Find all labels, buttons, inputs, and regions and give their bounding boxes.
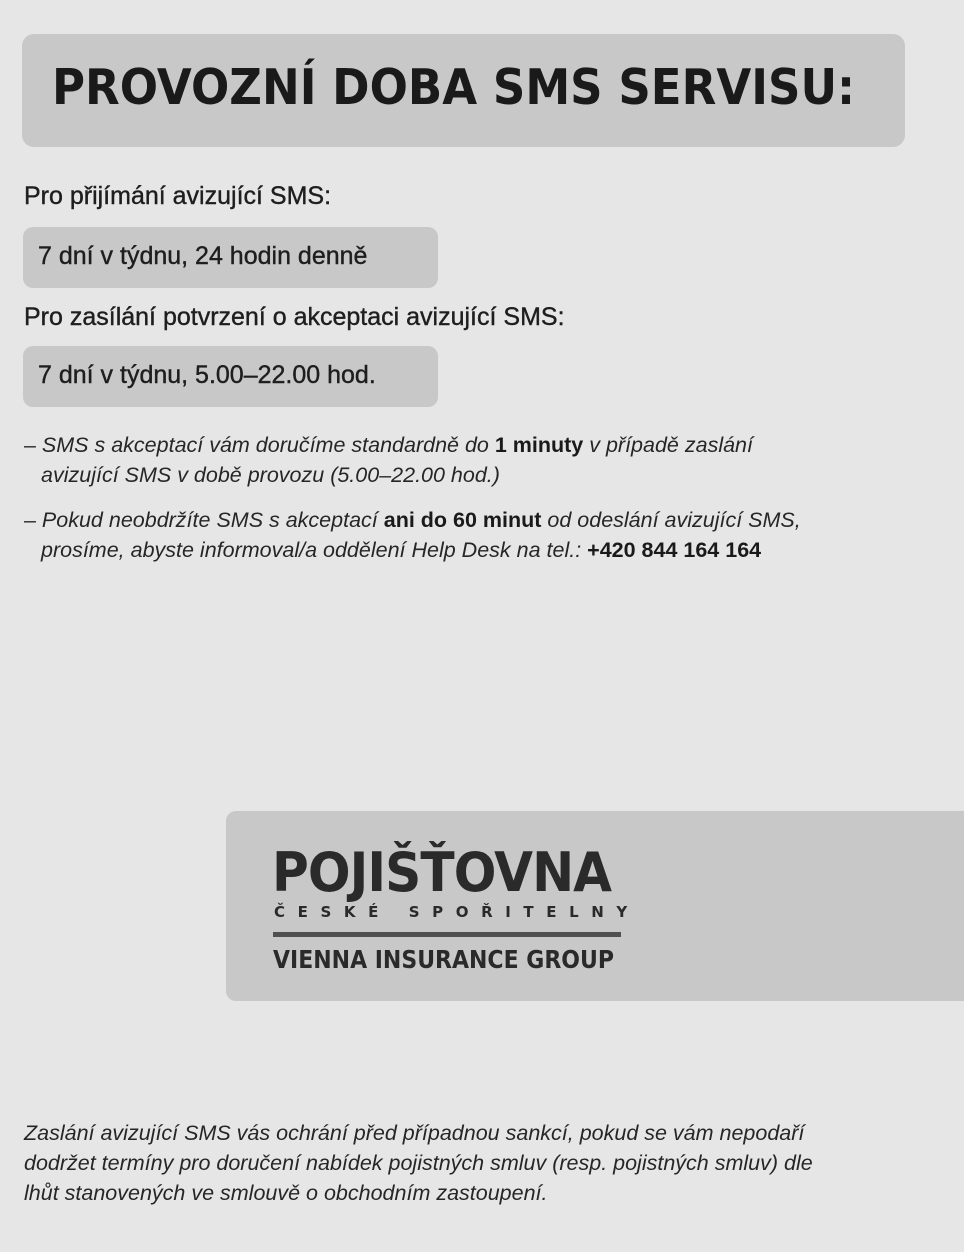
help-desk-phone: +420 844 164 164	[587, 538, 762, 562]
note-delivery-bold: 1 minuty	[494, 433, 584, 457]
footer-note	[24, 1118, 934, 1208]
note-delivery-line-1: – SMS s akceptací vám doručíme standardně do 1 minuty v případě zaslání	[24, 433, 753, 457]
page-title: PROVOZNÍ DOBA SMS SERVISU:	[52, 59, 856, 116]
company-logo	[226, 811, 964, 1001]
footer-line-2: dodržet termíny pro doručení nabídek pojistných smluv (resp. pojistných smluv) dle	[24, 1151, 813, 1175]
confirmation-label: Pro zasílání potvrzení o akceptaci avizující SMS:	[24, 303, 565, 331]
logo-subtitle: ČESKÉ SPOŘITELNY	[274, 903, 640, 921]
note-help-bold: ani do 60 minut	[383, 508, 542, 532]
receiving-hours: 7 dní v týdnu, 24 hodin denně	[38, 242, 368, 270]
footer-line-1: Zaslání avizující SMS vás ochrání před případnou sankcí, pokud se vám nepodaří	[24, 1121, 805, 1145]
note-help-line-1: – Pokud neobdržíte SMS s akceptací ani do 60 minut od odeslání avizující SMS,	[24, 508, 801, 532]
receiving-label: Pro přijímání avizující SMS:	[24, 182, 332, 210]
logo-group: VIENNA INSURANCE GROUP	[273, 945, 614, 974]
logo-divider	[273, 932, 621, 937]
note-delivery-time	[24, 430, 924, 490]
title-banner	[22, 34, 905, 147]
logo-name: POJIŠŤOVNA	[272, 841, 612, 904]
receiving-hours-box	[23, 227, 438, 288]
note-delivery-line-2: avizující SMS v době provozu (5.00–22.00 hod.)	[41, 463, 500, 487]
confirmation-hours: 7 dní v týdnu, 5.00–22.00 hod.	[38, 361, 376, 389]
note-help-desk	[24, 505, 924, 565]
confirmation-hours-box	[23, 346, 438, 407]
note-help-line-2: prosíme, abyste informoval/a oddělení Help Desk na tel.: +420 844 164 164	[41, 538, 762, 562]
footer-line-3: lhůt stanovených ve smlouvě o obchodním zastoupení.	[24, 1181, 548, 1205]
